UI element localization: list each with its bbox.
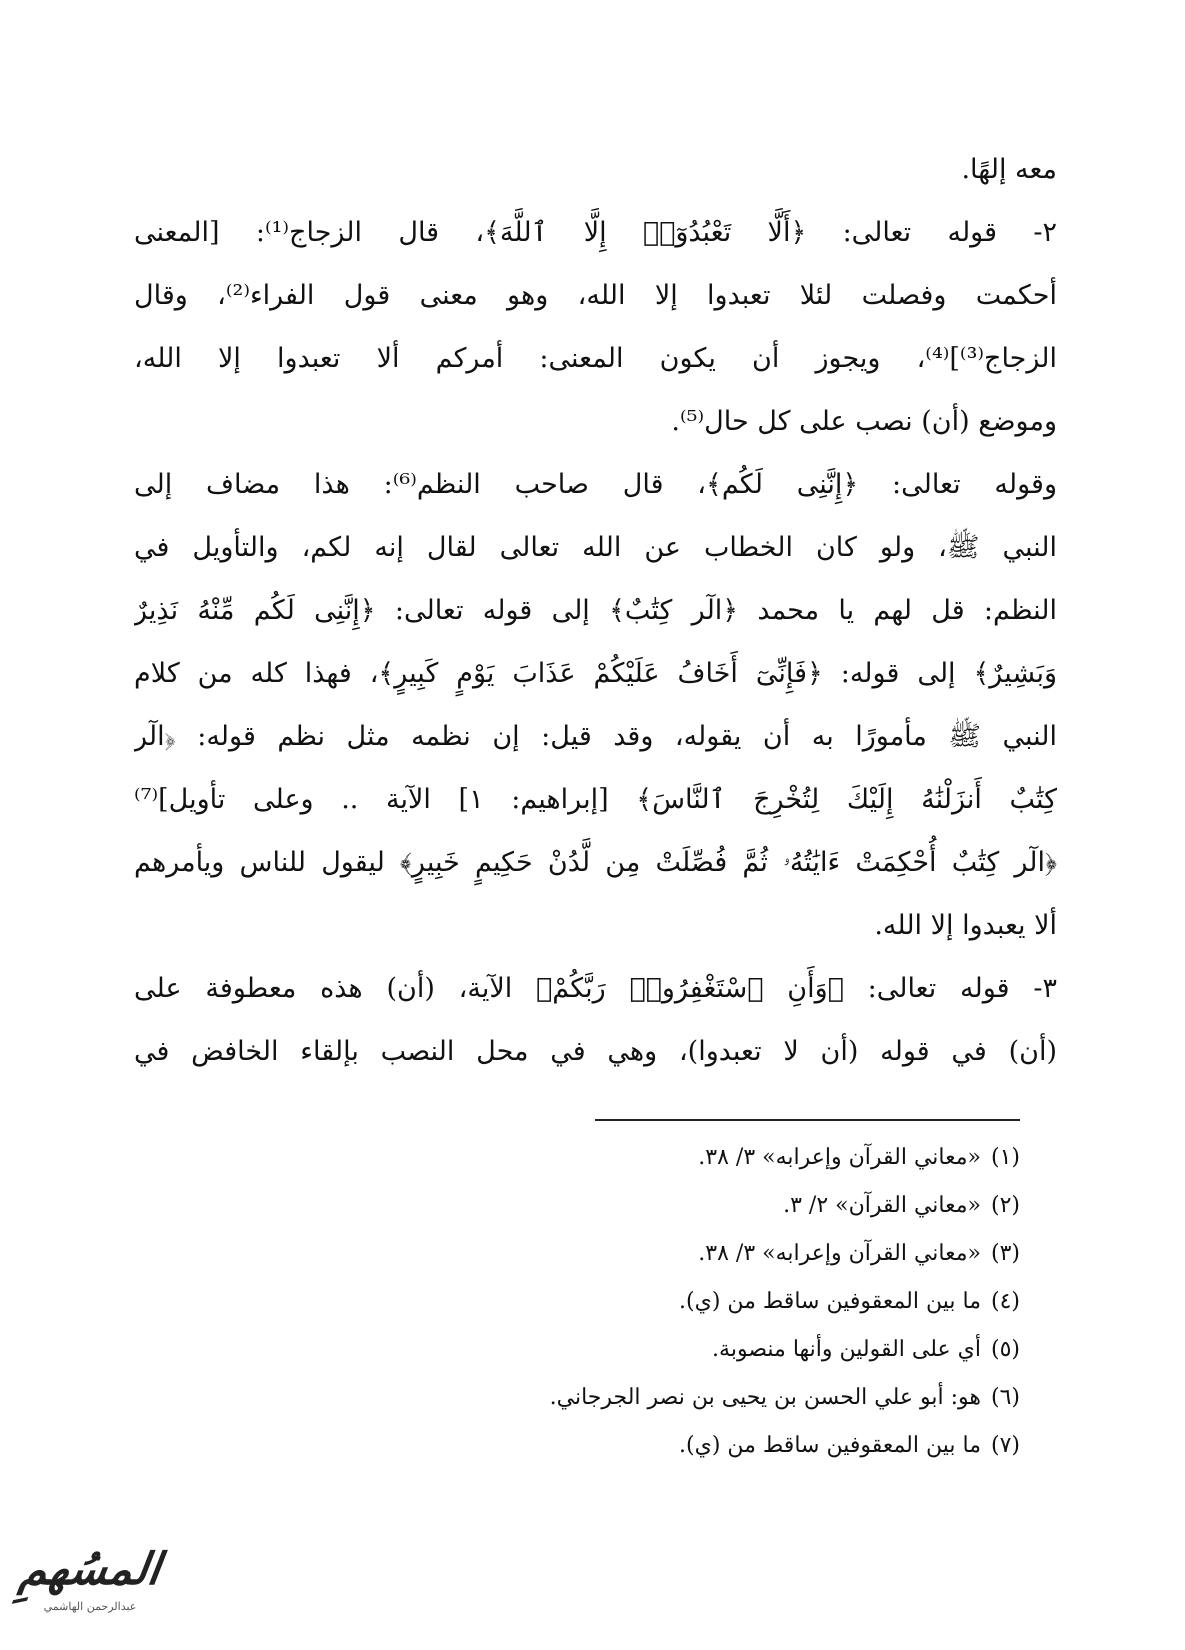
footnote-text: أي على القولين وأنها منصوبة. (712, 1337, 981, 1362)
publisher-logo (10, 1540, 170, 1640)
logo-subtext: عبدالرحمن الهاشمي (43, 1600, 137, 1613)
footnotes (320, 1134, 1020, 1470)
footnote-text: هو: أبو علي الحسن بن يحيى بن نصر الجرجاني. (549, 1385, 981, 1410)
footnote-number: (٢) (990, 1193, 1020, 1218)
footnote-number: (٣) (990, 1241, 1020, 1266)
text-line: ألا يعبدوا إلا الله. (874, 910, 1057, 941)
footnote (320, 1374, 1020, 1422)
footnote-text: «معاني القرآن» ٢/ ٣. (783, 1193, 981, 1218)
footnote (320, 1326, 1020, 1374)
logo-text: المسُهمِ (16, 1544, 164, 1595)
text-line: أحكمت وفصلت لئلا تعبدوا إلا الله، وهو معنى قول الفراء⁽²⁾، وقال (134, 280, 1057, 311)
footnote-text: ما بين المعقوفين ساقط من (ي). (679, 1433, 981, 1458)
footnote-number: (٦) (990, 1385, 1020, 1410)
text-line: كِتَٰبٌ أَنزَلْنَٰهُ إِلَيْكَ لِتُخْرِجَ ٱلنَّاسَ﴾ [إبراهيم: ١] الآية .. وعلى تأويل]⁽⁷⁾ (134, 784, 1057, 815)
text-line: وقوله تعالى: ﴿إِنَّنِى لَكُم﴾، قال صاحب النظم⁽⁶⁾: هذا مضاف إلى (134, 469, 1057, 500)
text-line: ٣- قوله تعالى: ﴿وَأَنِ ٱسْتَغْفِرُوا۟ رَبَّكُمْ﴾ الآية، (أن) هذه معطوفة على (134, 973, 1057, 1004)
footnote-divider (595, 1119, 1020, 1121)
text-line: النبي ﷺ مأمورًا به أن يقوله، وقد قيل: إن نظمه مثل نظم قوله: ﴿الٓر (134, 721, 1057, 752)
footnote (320, 1182, 1020, 1230)
text-line: (أن) في قوله (أن لا تعبدوا)، وهي في محل النصب بإلقاء الخافض في (134, 1036, 1057, 1067)
footnote-number: (٥) (990, 1337, 1020, 1362)
text-line: وَبَشِيرٌ﴾ إلى قوله: ﴿فَإِنِّىٓ أَخَافُ عَلَيْكُمْ عَذَابَ يَوْمٍ كَبِيرٍ﴾، فهذا كله من كلام (134, 658, 1057, 689)
footnote-number: (٧) (990, 1433, 1020, 1458)
footnote-number: (١) (990, 1145, 1020, 1170)
text-line: ﴿الٓر كِتَٰبٌ أُحْكِمَتْ ءَايَٰتُهُۥ ثُمَّ فُصِّلَتْ مِن لَّدُنْ حَكِيمٍ خَبِيرٍ﴾ ليقول للناس ويأمرهم (134, 847, 1057, 878)
text-line: وموضع (أن) نصب على كل حال⁽⁵⁾. (671, 406, 1057, 437)
footnote (320, 1134, 1020, 1182)
footnote (320, 1230, 1020, 1278)
text-line: النبي ﷺ، ولو كان الخطاب عن الله تعالى لقال إنه لكم، والتأويل في (134, 532, 1057, 563)
text-line: النظم: قل لهم يا محمد ﴿الٓر كِتَٰبٌ﴾ إلى قوله تعالى: ﴿إِنَّنِى لَكُم مِّنْهُ نَذِيرٌ (134, 595, 1057, 626)
text-line: الزجاج⁽³⁾]⁽⁴⁾، ويجوز أن يكون المعنى: أمركم ألا تعبدوا إلا الله، (134, 343, 1057, 374)
footnote (320, 1278, 1020, 1326)
footnote-text: «معاني القرآن وإعرابه» ٣/ ٣٨. (698, 1241, 981, 1266)
footnote (320, 1422, 1020, 1470)
footnote-text: ما بين المعقوفين ساقط من (ي). (679, 1289, 981, 1314)
main-text (134, 138, 1057, 1083)
text-line: ٢- قوله تعالى: ﴿أَلَّا تَعْبُدُوٓا۟ إِلَّا ٱللَّهَ﴾، قال الزجاج⁽¹⁾: [المعنى (134, 217, 1057, 248)
footnote-text: «معاني القرآن وإعرابه» ٣/ ٣٨. (698, 1145, 981, 1170)
text-line: معه إلهًا. (961, 154, 1057, 185)
footnote-number: (٤) (990, 1289, 1020, 1314)
